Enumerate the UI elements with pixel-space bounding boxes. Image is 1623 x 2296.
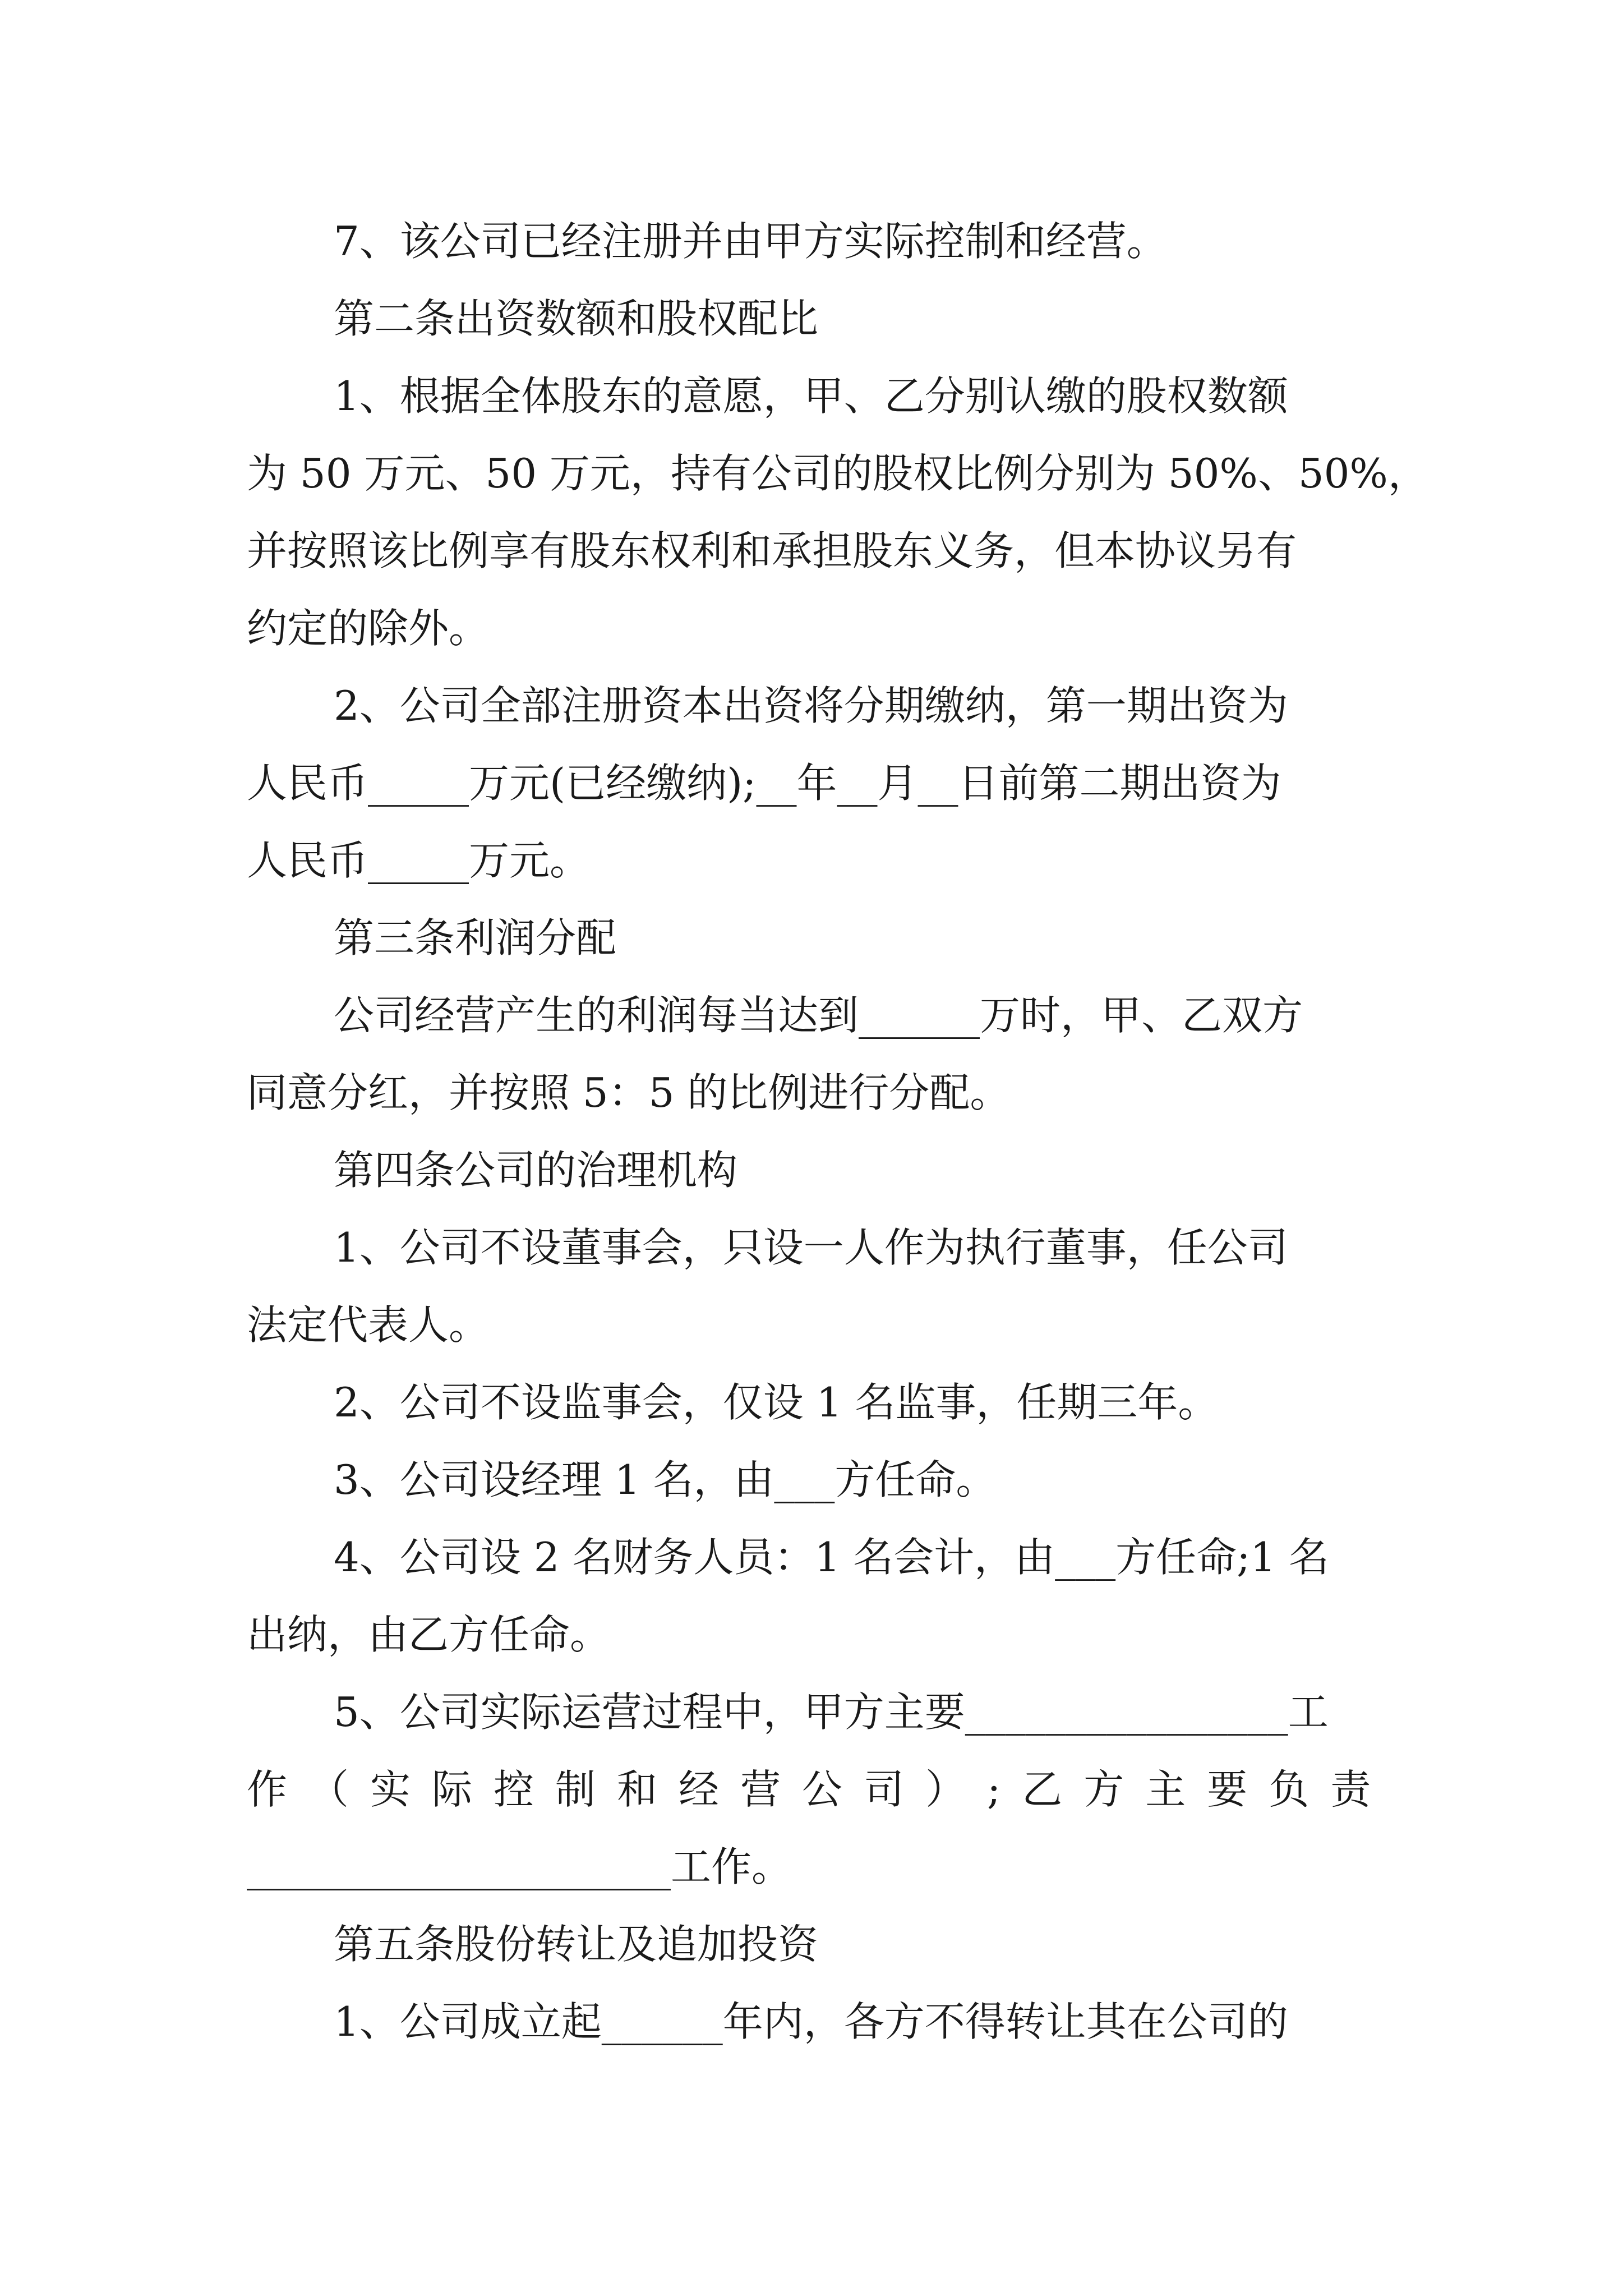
- paragraph-line: 1、根据全体股东的意愿，甲、乙分别认缴的股权数额: [334, 372, 1288, 420]
- paragraph-line: _____________________工作。: [247, 1843, 792, 1890]
- paragraph-line: 7、该公司已经注册并由甲方实际控制和经营。: [334, 218, 1167, 265]
- paragraph-line: 2、公司不设监事会，仅设 1 名监事，任期三年。: [334, 1379, 1219, 1426]
- paragraph-line: 同意分红，并按照 5：5 的比例进行分配。: [247, 1069, 1011, 1116]
- paragraph-line: 1、公司成立起______年内，各方不得转让其在公司的: [334, 1998, 1288, 2045]
- paragraph-line: 公司经营产生的利润每当达到______万时，甲、乙双方: [334, 992, 1303, 1039]
- paragraph-line: 人民币_____万元。: [247, 837, 591, 884]
- paragraph-line: 4、公司设 2 名财务人员：1 名会计，由___方任命;1 名: [334, 1534, 1330, 1581]
- paragraph-line: 5、公司实际运营过程中，甲方主要________________工: [334, 1688, 1329, 1736]
- paragraph-line: 约定的除外。: [247, 605, 490, 652]
- section-heading: 第二条出资数额和股权配比: [334, 295, 819, 342]
- paragraph-line: 2、公司全部注册资本出资将分期缴纳，第一期出资为: [334, 682, 1288, 729]
- paragraph-line: 作（实际控制和经营公司）;乙方主要负责: [247, 1766, 1393, 1813]
- paragraph-line: 人民币_____万元(已经缴纳);__年__月__日前第二期出资为: [247, 760, 1281, 807]
- paragraph-line: 3、公司设经理 1 名，由___方任命。: [334, 1456, 997, 1503]
- section-heading: 第三条利润分配: [334, 914, 617, 961]
- paragraph-line: 出纳，由乙方任命。: [247, 1611, 611, 1658]
- paragraph-line: 并按照该比例享有股东权利和承担股东义务，但本协议另有: [247, 527, 1297, 574]
- section-heading: 第四条公司的治理机构: [334, 1147, 738, 1194]
- paragraph-line: 1、公司不设董事会，只设一人作为执行董事，任公司: [334, 1224, 1288, 1271]
- paragraph-line: 法定代表人。: [247, 1301, 490, 1349]
- section-heading: 第五条股份转让及追加投资: [334, 1921, 819, 1968]
- paragraph-line: 为 50 万元、50 万元，持有公司的股权比例分别为 50%、50%，: [247, 450, 1428, 497]
